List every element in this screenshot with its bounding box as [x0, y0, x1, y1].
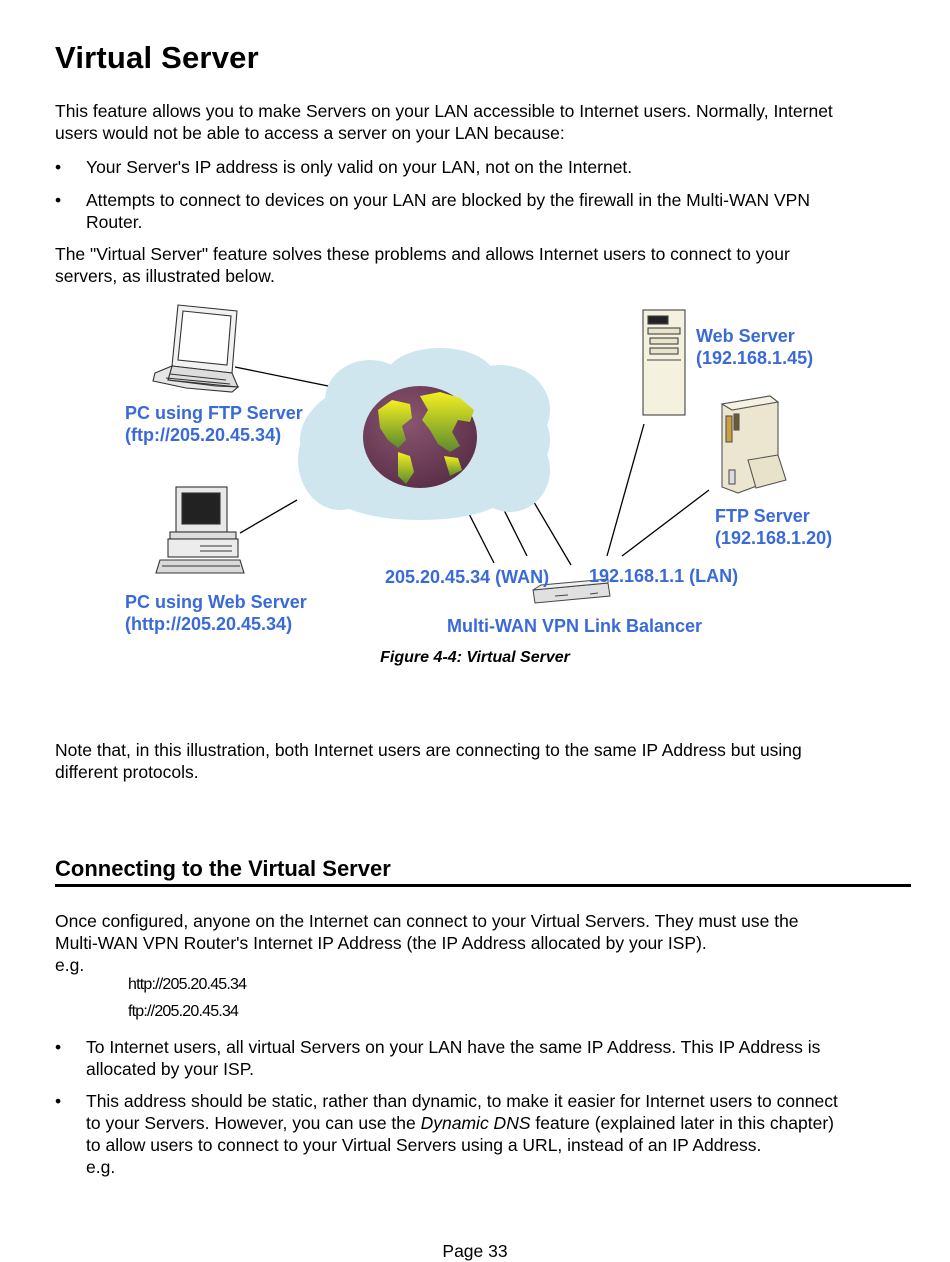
wan-ip-label: 205.20.45.34 (WAN) [385, 567, 550, 587]
section-divider [55, 884, 911, 887]
ftp-server-label-line: FTP Server [715, 506, 810, 526]
ftp-server-label [715, 505, 832, 549]
solution-line-2: servers, as illustrated below. [55, 266, 275, 286]
connect-paragraph [55, 910, 799, 976]
wan-link-2 [503, 508, 527, 556]
ftp-pc-label [125, 402, 303, 446]
web-pc-label-line: (http://205.20.45.34) [125, 614, 293, 634]
globe-icon [363, 386, 477, 488]
page-number: Page 33 [442, 1241, 508, 1261]
web-pc-label [125, 591, 307, 635]
lan-ip-label: 192.168.1.1 (LAN) [589, 566, 739, 586]
web-server-label [696, 325, 813, 369]
list-item [55, 1090, 935, 1178]
bullet-text: Your Server's IP address is only valid on your LAN, not on the Internet. [86, 157, 633, 177]
list-item [55, 1036, 915, 1080]
connect-line-1: Once configured, anyone on the Internet can connect to your Virtual Servers. They must use the [55, 911, 799, 931]
intro-line-2: users would not be able to access a server on your LAN because: [55, 123, 565, 143]
ftp-pc-label-line: (ftp://205.20.45.34) [125, 425, 282, 445]
bullet-line: Attempts to connect to devices on your LAN are blocked by the firewall in the Multi-WAN VPN [86, 190, 810, 210]
figure-caption: Figure 4-4: Virtual Server [380, 649, 570, 666]
ftp-pc-link [235, 367, 333, 387]
bullet-text-part: feature (explained later in this chapter) [530, 1113, 835, 1133]
connect-line-3: e.g. [55, 955, 85, 975]
web-pc-link [240, 500, 297, 533]
web-server-label-line: (192.168.1.45) [696, 348, 814, 368]
bullet-icon: • [55, 190, 62, 210]
web-pc-label-line: PC using Web Server [125, 592, 307, 612]
web-server-link [607, 424, 644, 556]
bullet-icon: • [55, 157, 62, 177]
bullet-line: To Internet users, all virtual Servers on your LAN have the same IP Address. This IP Address is [86, 1037, 821, 1057]
ftp-pc-label-line: PC using FTP Server [125, 403, 303, 423]
web-server-icon [643, 310, 685, 415]
bullet-icon: • [55, 1037, 62, 1057]
example-url: ftp://205.20.45.34 [128, 1003, 239, 1020]
desktop-pc-icon [156, 487, 244, 573]
bullet-icon: • [55, 1091, 62, 1111]
page-title: Virtual Server [55, 40, 259, 75]
solution-line-1: The "Virtual Server" feature solves these problems and allows Internet users to connect to your [55, 244, 790, 264]
bullet-text-part: to your Servers. However, you can use the [86, 1113, 421, 1133]
note-line-2: different protocols. [55, 762, 199, 782]
bullet-line: to allow users to connect to your Virtual Servers using a URL, instead of an IP Address. [86, 1135, 762, 1155]
bullet-text [86, 1090, 838, 1178]
connect-line-2: Multi-WAN VPN Router's Internet IP Address (the IP Address allocated by your ISP). [55, 933, 707, 953]
ftp-server-link [622, 490, 709, 556]
bullet-line: allocated by your ISP. [86, 1059, 254, 1079]
bullet-line [86, 1112, 838, 1134]
dynamic-dns-term: Dynamic DNS [420, 1113, 531, 1133]
laptop-icon [153, 305, 238, 392]
ftp-server-icon [722, 396, 786, 493]
bullet-text [86, 1036, 820, 1080]
intro-line-1: This feature allows you to make Servers on your LAN accessible to Internet users. Normally, Internet [55, 101, 833, 121]
bullet-line: This address should be static, rather than dynamic, to make it easier for Internet users to connect [86, 1091, 838, 1111]
example-url: http://205.20.45.34 [128, 976, 247, 993]
note-paragraph [55, 739, 802, 783]
ftp-server-label-line: (192.168.1.20) [715, 528, 833, 548]
section-heading: Connecting to the Virtual Server [55, 856, 391, 881]
bullet-line: e.g. [86, 1157, 116, 1177]
bullet-line: Router. [86, 212, 143, 232]
web-server-label-line: Web Server [696, 326, 795, 346]
router-label: Multi-WAN VPN Link Balancer [447, 616, 703, 636]
note-line-1: Note that, in this illustration, both Internet users are connecting to the same IP Address but using [55, 740, 802, 760]
